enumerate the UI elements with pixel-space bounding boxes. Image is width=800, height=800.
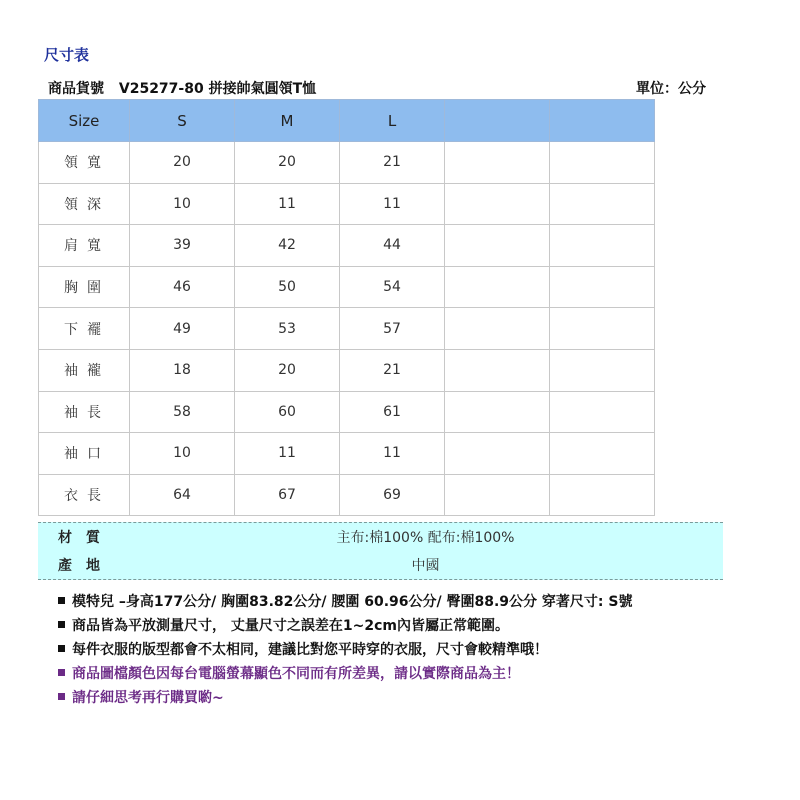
table-cell — [445, 142, 550, 184]
measurement-label: 領寬 — [39, 142, 130, 184]
product-code: V25277-80 拼接帥氣圓領T恤 — [118, 81, 317, 97]
note-text: 商品圖檔顏色因每台電腦螢幕顯色不同而有所差異，請以實際商品為主！ — [72, 666, 520, 682]
table-header-cell: M — [235, 100, 340, 142]
table-cell: 42 — [235, 225, 340, 267]
origin-label: 產地 — [58, 558, 114, 574]
measurement-label: 袖長 — [39, 391, 130, 433]
table-row — [39, 433, 655, 475]
table-cell: 20 — [235, 349, 340, 391]
table-cell: 60 — [235, 391, 340, 433]
table-cell: 39 — [130, 225, 235, 267]
table-cell: 61 — [340, 391, 445, 433]
measurement-label: 肩寬 — [39, 225, 130, 267]
table-cell: 57 — [340, 308, 445, 350]
table-row — [39, 266, 655, 308]
table-cell: 54 — [340, 266, 445, 308]
material-value: 主布:棉100% 配布:棉100% — [336, 530, 515, 546]
table-cell — [445, 349, 550, 391]
square-bullet-icon — [58, 669, 65, 676]
table-cell — [550, 142, 655, 184]
table-header-cell: S — [130, 100, 235, 142]
table-row — [39, 391, 655, 433]
table-cell — [445, 183, 550, 225]
table-cell: 20 — [130, 142, 235, 184]
measurement-label: 袖口 — [39, 433, 130, 475]
origin-value: 中國 — [411, 558, 440, 574]
material-row — [38, 523, 723, 551]
unit-label: 單位：公分 — [636, 81, 706, 97]
table-cell: 10 — [130, 183, 235, 225]
note-item — [58, 686, 632, 710]
table-cell — [550, 183, 655, 225]
measurement-label: 下襬 — [39, 308, 130, 350]
table-cell: 44 — [340, 225, 445, 267]
size-table — [38, 99, 655, 516]
note-text: 每件衣服的版型都會不太相同，建議比對您平時穿的衣服，尺寸會較精準哦！ — [72, 642, 548, 658]
square-bullet-icon — [58, 693, 65, 700]
table-cell: 21 — [340, 142, 445, 184]
page-title: 尺寸表 — [44, 46, 90, 64]
table-cell — [445, 308, 550, 350]
table-cell: 46 — [130, 266, 235, 308]
table-header-cell — [550, 100, 655, 142]
table-cell: 18 — [130, 349, 235, 391]
note-item — [58, 638, 632, 662]
table-cell: 20 — [235, 142, 340, 184]
origin-row — [38, 551, 723, 579]
table-cell: 10 — [130, 433, 235, 475]
table-cell: 11 — [235, 183, 340, 225]
square-bullet-icon — [58, 645, 65, 652]
table-cell: 64 — [130, 474, 235, 516]
table-cell: 67 — [235, 474, 340, 516]
measurement-label: 衣長 — [39, 474, 130, 516]
table-cell — [550, 349, 655, 391]
table-header-row — [39, 100, 655, 142]
note-text: 商品皆為平放測量尺寸， 丈量尺寸之誤差在1~2cm內皆屬正常範圍。 — [72, 618, 509, 634]
table-cell — [445, 391, 550, 433]
material-section — [38, 522, 723, 580]
table-cell — [550, 433, 655, 475]
note-item — [58, 614, 632, 638]
table-cell: 50 — [235, 266, 340, 308]
table-cell: 11 — [340, 433, 445, 475]
table-cell — [550, 225, 655, 267]
table-cell: 11 — [235, 433, 340, 475]
note-item — [58, 590, 632, 614]
notes-list — [58, 590, 632, 710]
product-label: 商品貨號 — [48, 81, 104, 97]
table-row — [39, 183, 655, 225]
measurement-label: 袖襱 — [39, 349, 130, 391]
table-cell — [445, 433, 550, 475]
table-row — [39, 225, 655, 267]
table-header-cell: L — [340, 100, 445, 142]
table-header-cell — [445, 100, 550, 142]
note-text: 模特兒 –身高177公分/ 胸圍83.82公分/ 腰圍 60.96公分/ 臀圍88.9公分 穿著尺寸: S號 — [72, 594, 633, 610]
table-cell: 53 — [235, 308, 340, 350]
table-cell: 69 — [340, 474, 445, 516]
note-text: 請仔細思考再行購買喲~ — [72, 690, 224, 706]
table-cell — [550, 474, 655, 516]
table-cell: 11 — [340, 183, 445, 225]
note-item — [58, 662, 632, 686]
material-label: 材質 — [58, 530, 114, 546]
table-cell: 58 — [130, 391, 235, 433]
table-row — [39, 474, 655, 516]
table-cell: 49 — [130, 308, 235, 350]
measurement-label: 胸圍 — [39, 266, 130, 308]
table-cell — [445, 266, 550, 308]
square-bullet-icon — [58, 597, 65, 604]
table-cell — [550, 308, 655, 350]
table-row — [39, 142, 655, 184]
table-cell: 21 — [340, 349, 445, 391]
square-bullet-icon — [58, 621, 65, 628]
product-line — [48, 78, 316, 98]
table-header-cell: Size — [39, 100, 130, 142]
measurement-label: 領深 — [39, 183, 130, 225]
table-cell — [550, 391, 655, 433]
table-cell — [445, 474, 550, 516]
table-cell — [445, 225, 550, 267]
table-cell — [550, 266, 655, 308]
table-row — [39, 349, 655, 391]
table-row — [39, 308, 655, 350]
